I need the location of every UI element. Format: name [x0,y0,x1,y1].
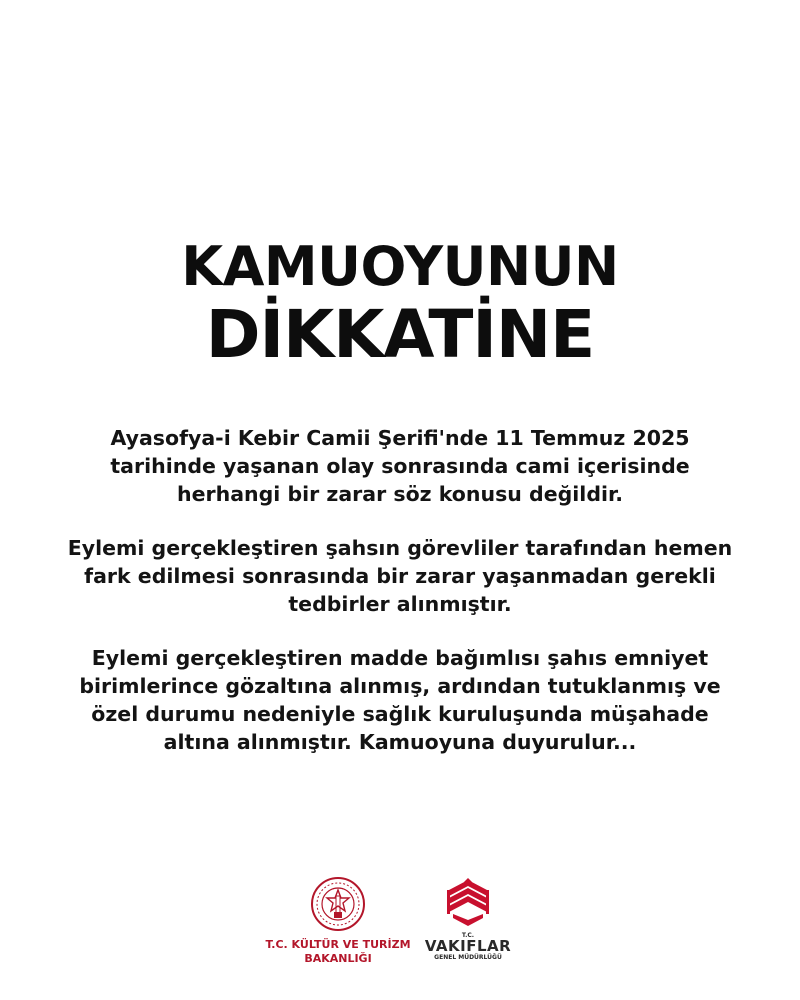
announcement-body [60,424,740,782]
ministry-name-line-2: BAKANLIĞI [304,952,372,965]
paragraph-2: Eylemi gerçekleştiren şahsın görevliler tarafından hemen fark edilmesi sonrasında bir zarar yaşanmadan gerekli tedbirler alınmıştır. [67,536,733,616]
footer-logos [0,876,800,986]
vakiflar-tc: T.C. [461,932,475,939]
ministry-name [248,938,428,966]
ministry-seal-icon [310,876,366,932]
announcement-title [0,235,800,373]
vakiflar-logo [418,876,518,962]
vakiflar-emblem-icon [443,876,493,930]
vakiflar-name: VAKIFLAR [424,937,512,955]
ministry-name-line-1: T.C. KÜLTÜR VE TURİZM [265,938,411,951]
title-line-2: DİKKATİNE [205,296,595,373]
ministry-logo [248,876,428,966]
paragraph-3: Eylemi gerçekleştiren madde bağımlısı şahıs emniyet birimlerince gözaltına alınmış, ardından tutuklanmış ve özel durumu nedeniyle sağlık kuruluşunda müşahade altına alınmıştır. Kamuoyuna duyurulur... [79,646,721,754]
vakiflar-subtitle: GENEL MÜDÜRLÜĞÜ [434,954,502,961]
paragraph-1: Ayasofya-i Kebir Camii Şerifi'nde 11 Temmuz 2025 tarihinde yaşanan olay sonrasında cami içerisinde herhangi bir zarar söz konusu değildir. [110,426,690,506]
title-line-1: KAMUOYUNUN [181,235,619,298]
